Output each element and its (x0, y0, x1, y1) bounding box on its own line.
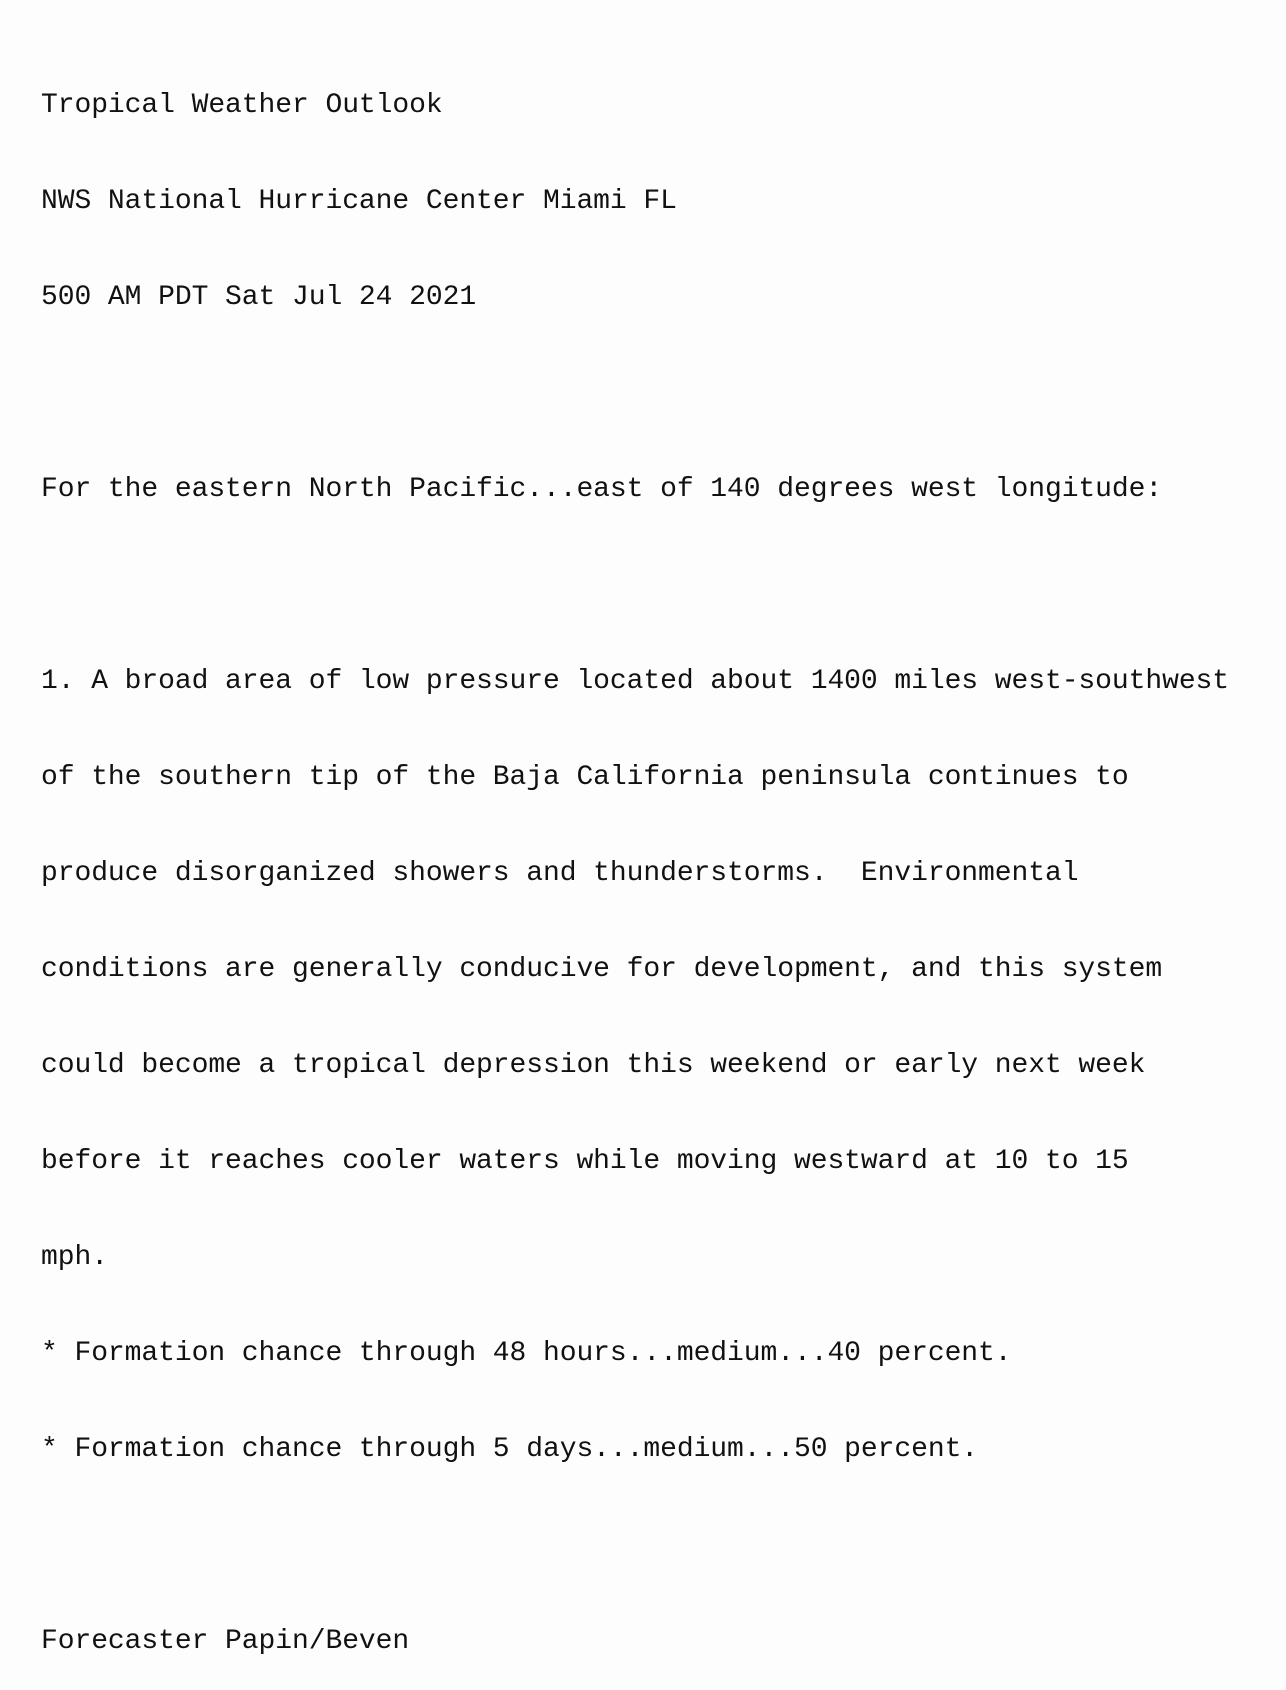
issuing-office: NWS National Hurricane Center Miami FL (41, 186, 677, 217)
outlook-title: Tropical Weather Outlook (41, 90, 443, 121)
system-text-line: 1. A broad area of low pressure located about 1400 miles west-southwest (41, 666, 1230, 697)
system-text-line: could become a tropical depression this weekend or early next week (41, 1050, 1146, 1081)
formation-chance-5day: * Formation chance through 5 days...medium...50 percent. (41, 1434, 979, 1465)
issue-time: 500 AM PDT Sat Jul 24 2021 (41, 282, 477, 313)
forecaster-signature: Forecaster Papin/Beven (41, 1626, 410, 1657)
blank-line (41, 1530, 1229, 1562)
blank-line (41, 570, 1229, 602)
system-text-line: of the southern tip of the Baja California peninsula continues to (41, 762, 1129, 793)
system-text-line: produce disorganized showers and thunderstorms. Environmental (41, 858, 1079, 889)
system-text-line: conditions are generally conducive for development, and this system (41, 954, 1163, 985)
region-heading: For the eastern North Pacific...east of 140 degrees west longitude: (41, 474, 1163, 505)
system-text-line: mph. (41, 1242, 108, 1273)
outlook-document (41, 26, 1229, 1690)
blank-line (41, 378, 1229, 410)
formation-chance-48h: * Formation chance through 48 hours...medium...40 percent. (41, 1338, 1012, 1369)
system-text-line: before it reaches cooler waters while moving westward at 10 to 15 (41, 1146, 1129, 1177)
